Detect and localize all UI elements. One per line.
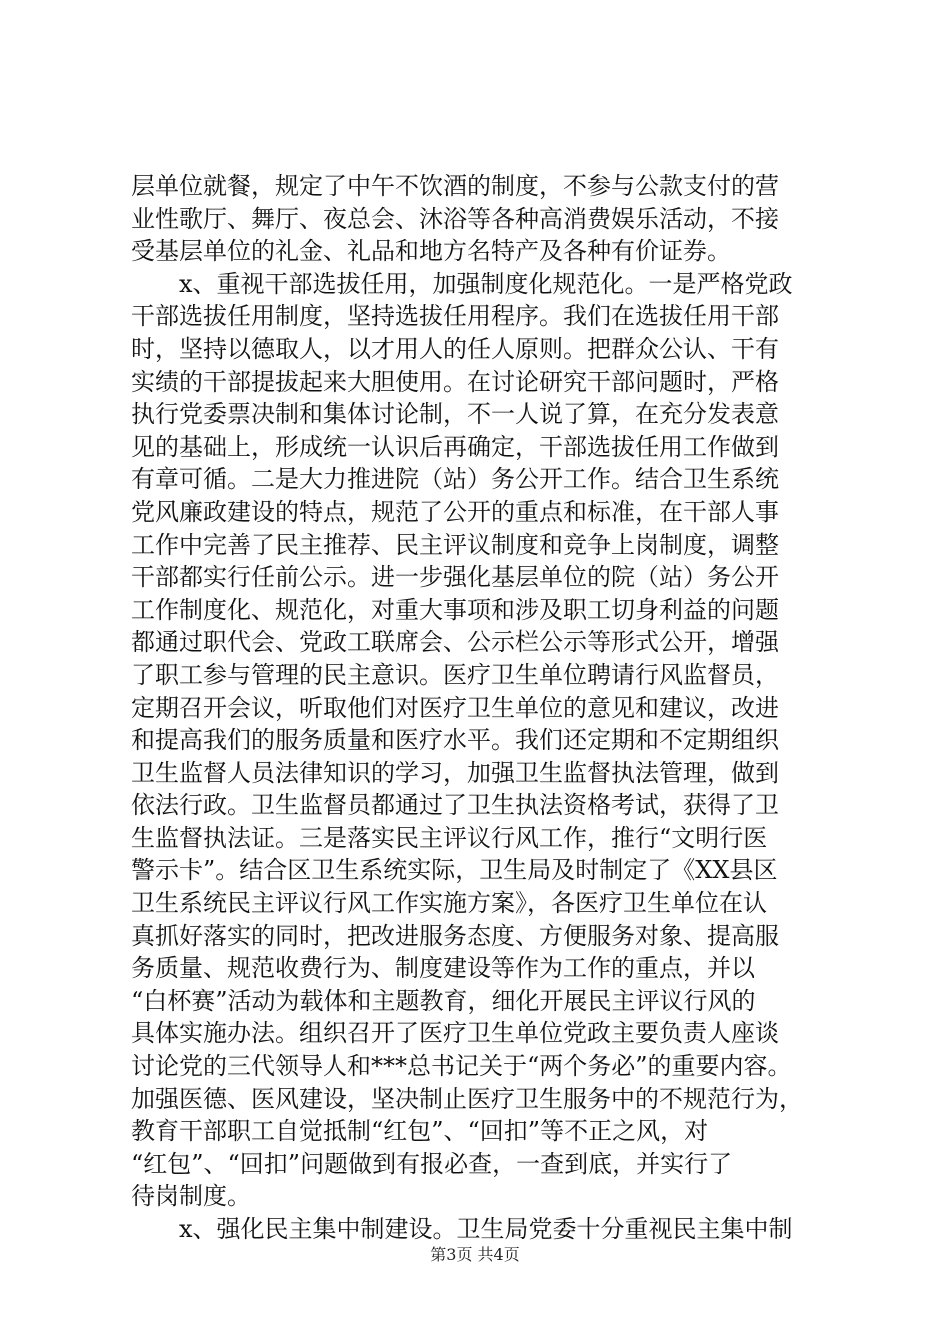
text-line: 教育干部职工自觉抵制“红包”、“回扣”等不正之风，对 [131,1117,709,1146]
text-line: 警示卡”。结合区卫生系统实际，卫生局及时制定了《XX县区 [131,856,778,885]
text-line: 了职工参与管理的民主意识。医疗卫生单位聘请行风监督员， [131,660,779,689]
text-line: 卫生监督人员法律知识的学习，加强卫生监督执法管理，做到 [131,758,779,787]
text-line: 受基层单位的礼金、礼品和地方名特产及各种有价证券。 [131,237,731,266]
text-line: 定期召开会议，听取他们对医疗卫生单位的意见和建议，改进 [131,693,779,722]
text-line: 务质量、规范收费行为、制度建设等作为工作的重点，并以 [131,954,755,983]
text-line: 加强医德、医风建设，坚决制止医疗卫生服务中的不规范行为， [131,1084,803,1113]
text-line: 见的基础上，形成统一认识后再确定，干部选拔任用工作做到 [131,432,779,461]
text-line: 执行党委票决制和集体讨论制，不一人说了算，在充分发表意 [131,400,779,429]
page-footer: 第3页 共4页 [430,1245,520,1264]
text-line: 有章可循。二是大力推进院（站）务公开工作。结合卫生系统 [131,465,779,494]
text-line: 卫生系统民主评议行风工作实施方案》，各医疗卫生单位在认 [131,889,767,918]
text-line: 依法行政。卫生监督员都通过了卫生执法资格考试，获得了卫 [131,791,779,820]
text-line: 工作中完善了民主推荐、民主评议制度和竞争上岗制度，调整 [131,530,779,559]
text-line: 业性歌厅、舞厅、夜总会、沐浴等各种高消费娱乐活动，不接 [131,204,779,233]
text-line: 干部选拔任用制度，坚持选拔任用程序。我们在选拔任用干部 [131,302,779,331]
text-line: x、重视干部选拔任用，加强制度化规范化。一是严格党政 [179,269,793,298]
text-line: 都通过职代会、党政工联席会、公示栏公示等形式公开，增强 [131,628,779,657]
text-line: 具体实施办法。组织召开了医疗卫生单位党政主要负责人座谈 [131,1019,779,1048]
text-line: 层单位就餐，规定了中午不饮酒的制度，不参与公款支付的营 [131,172,779,200]
text-line: 讨论党的三代领导人和***总书记关于“两个务必”的重要内容。 [131,1052,792,1081]
text-line: 实绩的干部提拔起来大胆使用。在讨论研究干部问题时，严格 [131,367,779,396]
text-line: x、强化民主集中制建设。卫生局党委十分重视民主集中制 [179,1215,793,1243]
text-line: 干部都实行任前公示。进一步强化基层单位的院（站）务公开 [131,563,779,592]
text-line: 时，坚持以德取人，以才用人的任人原则。把群众公认、干有 [131,334,779,363]
text-line: 真抓好落实的同时，把改进服务态度、方便服务对象、提高服 [131,921,779,950]
text-line: “白杯赛”活动为载体和主题教育，细化开展民主评议行风的 [131,986,756,1015]
text-line: “红包”、“回扣”问题做到有报必查，一查到底，并实行了 [131,1149,733,1178]
text-line: 工作制度化、规范化，对重大事项和涉及职工切身利益的问题 [131,595,779,624]
body-text [131,170,831,1246]
text-line: 党风廉政建设的特点，规范了公开的重点和标准，在干部人事 [131,497,779,526]
text-line: 和提高我们的服务质量和医疗水平。我们还定期和不定期组织 [131,726,779,755]
text-line: 生监督执法证。三是落实民主评议行风工作，推行“文明行医 [131,823,768,852]
text-line: 待岗制度。 [131,1182,251,1211]
